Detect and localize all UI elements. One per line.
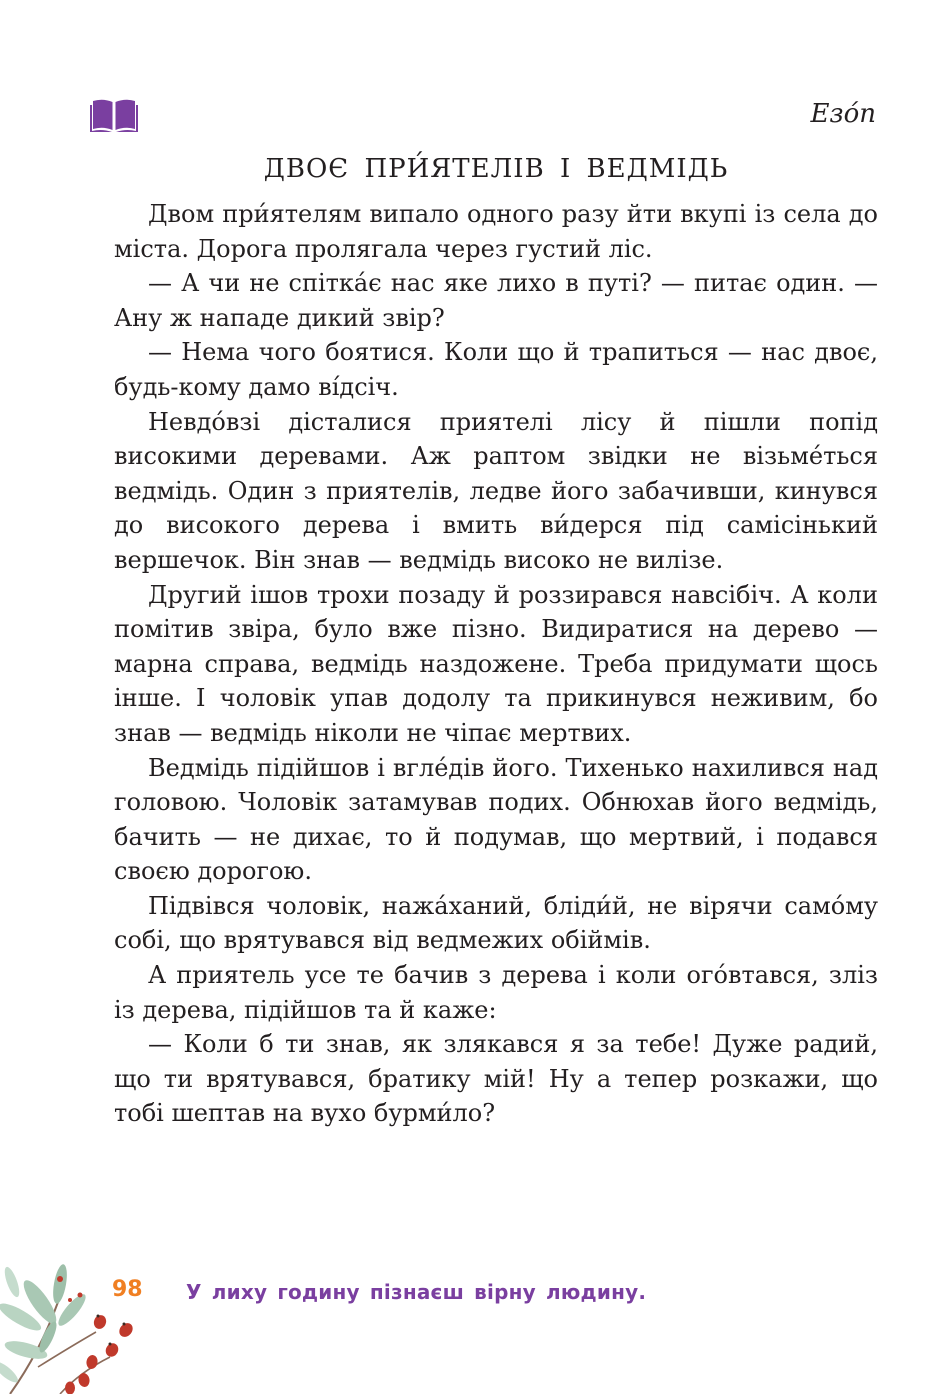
story-title: ДВОЄ ПРИ́ЯТЕЛІВ І ВЕДМІДЬ: [263, 154, 729, 184]
story-paragraph: — Коли б ти знав, як злякався я за тебе! Дуже радий, що ти врятувався, братику мій! Ну а тепер розкажи, що тобі шептав на вухо бурми́ло?: [114, 1030, 878, 1128]
rosehip-branch-icon: [0, 1262, 170, 1394]
story-paragraph: Другий ішов трохи позаду й роззирався навсібіч. А коли помітив звіра, було вже пізно. Видиратися на дерево — марна справа, ведмідь наздожене. Треба придумати щось інше. І чоловік упав додолу та прикинувся неживим, бо знав — ведмідь ніколи не чіпає мертвих.: [114, 580, 878, 747]
story-paragraph: Підвівся чоловік, нажа́ханий, бліди́й, не вірячи само́му собі, що врятувався від ведмежих обіймів.: [114, 891, 878, 955]
page-number: 98: [112, 1277, 143, 1302]
proverb-footer: У лиху годину пізнаєш вірну людину.: [186, 1280, 647, 1304]
story-text: [114, 197, 878, 1131]
open-book-icon: [90, 97, 138, 133]
story-paragraph: — Нема чого боятися. Коли що й трапиться — нас двоє, будь-кому дамо ві́дсіч.: [114, 338, 878, 401]
story-paragraph: Двом при́ятелям випало одного разу йти вкупі із села до міста. Дорога пролягала через густий ліс.: [114, 200, 878, 263]
story-paragraph: Невдо́взі дісталися приятелі лісу й пішли попід високими деревами. Аж раптом звідки не візьме́ться ведмідь. Один з приятелів, ледве його забачивши, кинувся до високого дерева і вмить ви́дерся під самісінький вершечок. Він знав — ведмідь високо не вилізе.: [114, 407, 878, 574]
story-paragraph: — А чи не спітка́є нас яке лихо в путі? — питає один. — Ану ж нападе дикий звір?: [114, 269, 878, 332]
story-paragraph: Ведмідь підійшов і вгле́дів його. Тихенько нахилився над головою. Чоловік затамував подих. Обнюхав його ведмідь, бачить — не дихає, то й подумав, що мертвий, і подався своєю дорогою.: [114, 753, 878, 886]
story-paragraph: А приятель усе те бачив з дерева і коли ого́втався, зліз із дерева, підійшов та й каже:: [114, 961, 878, 1024]
author-name: Езóп: [810, 99, 876, 129]
